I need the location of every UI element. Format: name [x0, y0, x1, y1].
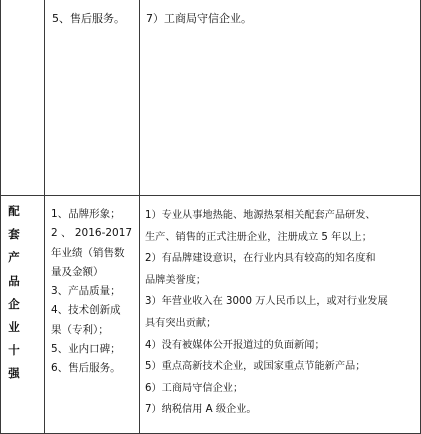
requirement-line: 3）年营业收入在 3000 万人民币以上，或对行业发展	[145, 296, 388, 308]
row-divider	[0, 195, 421, 196]
criteria-line: 4、技术创新成	[51, 304, 121, 317]
table-border-left	[0, 0, 1, 434]
criteria-line: 果（专利）；	[51, 323, 109, 336]
requirement-line: 2）有品牌建设意识，在行业内具有较高的知名度和	[145, 253, 376, 265]
criteria-line: 年业绩（销售数	[51, 246, 125, 259]
category-char: 业	[8, 320, 20, 335]
requirement-text: 7）工商局守信企业。	[146, 12, 252, 25]
criteria-text: 5、售后服务。	[52, 12, 125, 25]
requirement-line: 4）没有被媒体公开报道过的负面新闻；	[145, 339, 325, 351]
category-char: 套	[8, 227, 20, 242]
requirement-line: 7）纳税信用 A 级企业。	[145, 404, 257, 416]
criteria-line: 3、产品质量；	[51, 285, 121, 298]
criteria-line: 2 、 2016-2017	[51, 227, 133, 240]
category-char: 企	[8, 296, 20, 311]
requirement-line: 具有突出贡献；	[145, 317, 217, 329]
criteria-line: 6、售后服务。	[51, 362, 121, 375]
category-char: 配	[8, 204, 20, 218]
requirements-cell	[145, 205, 417, 421]
criteria-cell	[51, 205, 137, 379]
top-row-criteria-cell	[52, 9, 136, 28]
category-char: 强	[8, 366, 20, 381]
category-label	[6, 200, 22, 386]
criteria-line: 5、业内口碑；	[51, 343, 121, 356]
top-row-requirements-cell	[146, 9, 416, 28]
requirement-line: 生产、销售的正式注册企业，注册成立 5 年以上；	[145, 231, 372, 243]
requirement-line: 1）专业从事地热能、地源热泵相关配套产品研发、	[145, 210, 376, 221]
column-divider-2	[139, 0, 140, 434]
criteria-line: 1、品牌形象；	[51, 208, 121, 220]
category-char: 十	[8, 343, 20, 358]
requirement-line: 5）重点高新技术企业，或国家重点节能新产品；	[145, 361, 366, 373]
criteria-line: 量及金额）	[51, 265, 104, 278]
requirement-line: 6）工商局守信企业；	[145, 382, 244, 394]
column-divider-1	[44, 0, 45, 434]
category-char: 产	[8, 250, 20, 265]
category-char: 品	[8, 273, 20, 288]
requirement-line: 品牌美誉度；	[145, 274, 207, 286]
